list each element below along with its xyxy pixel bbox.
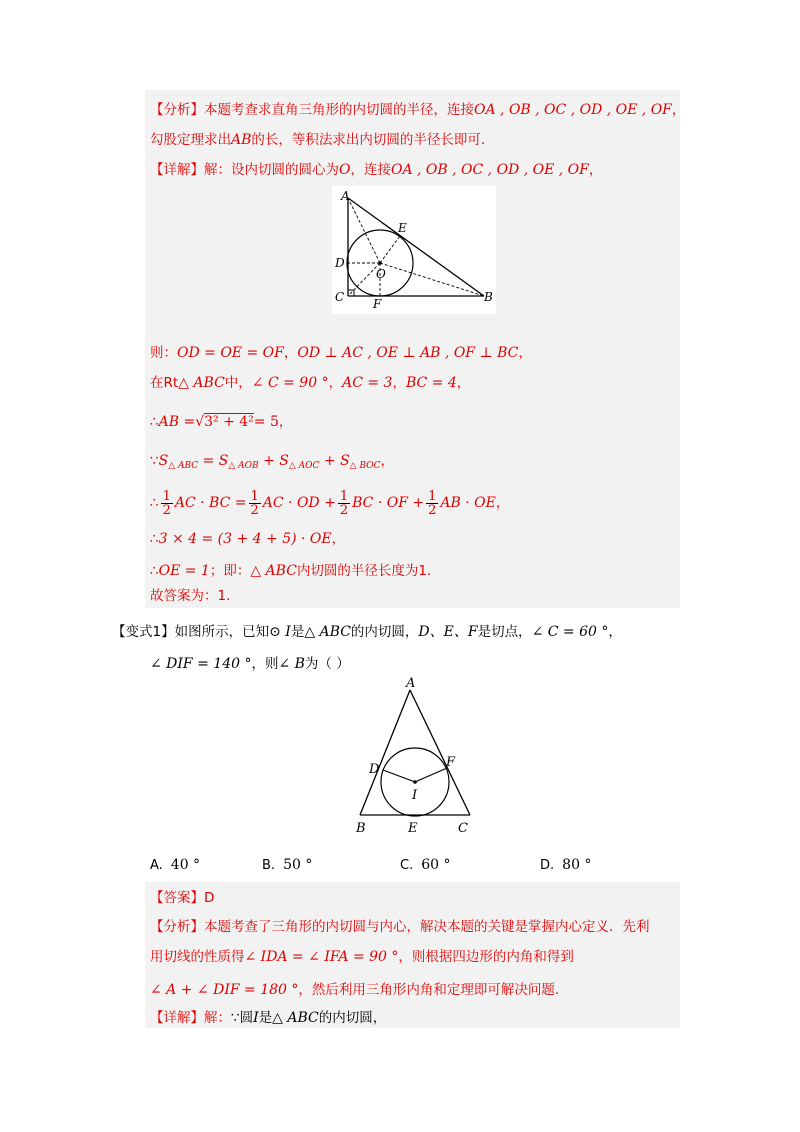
fig2-label-f: F: [446, 755, 456, 770]
fig2-label-e: E: [408, 821, 418, 836]
then-line: 则：OD = OE = OF，OD ⊥ AC , OE ⊥ AB , OF ⊥ BC，: [150, 345, 532, 361]
sqrt-symbol: √: [195, 414, 205, 430]
analysis2-line-3: ∠ A + ∠ DIF = 180 °，然后利用三角形内角和定理即可解决问题.: [150, 982, 560, 998]
answer-line-1: 故答案为：1.: [150, 588, 231, 604]
ab-line: ∴AB =√3² + 4²= 5，: [150, 414, 293, 430]
answer-line-2: [150, 888, 214, 908]
option-a[interactable]: A. 40 °: [150, 857, 201, 873]
option-d[interactable]: D. 80 °: [540, 857, 592, 873]
fraction-half: $\frac{1}{2}$: [339, 488, 349, 518]
detail-tag: 【详解】: [150, 162, 204, 178]
fig1-label-o: O: [376, 267, 386, 281]
rt-line: 在Rt△ ABC中，∠ C = 90 °，AC = 3，BC = 4，: [150, 375, 471, 391]
answer-tag: 【答案】: [150, 890, 204, 906]
option-c[interactable]: C. 60 °: [400, 857, 451, 873]
fig2-label-c: C: [458, 821, 468, 836]
option-b[interactable]: B. 50 °: [262, 857, 313, 873]
product-line: ∴3 × 4 = (3 + 4 + 5) · OE，: [150, 531, 346, 547]
analysis2-line-2: 用切线的性质得∠ IDA = ∠ IFA = 90 °，则根据四边形的内角和得到: [150, 949, 574, 965]
variant-line-1: 【变式1】如图所示，已知⊙ I是△ ABC的内切圆，D、E、F是切点，∠ C = 60 °，: [112, 624, 622, 640]
analysis-tag-2: 【分析】: [150, 919, 204, 935]
detail-tag-2: 【详解】: [150, 1010, 204, 1026]
area-sum-line: $\because S_{\triangle ABC} = S_{\triangle AOB} + S_{\triangle AOC} + S_{\triangle BOC}$，: [150, 453, 394, 471]
fraction-half: $\frac{1}{2}$: [162, 488, 171, 518]
variant-tag: 【变式1】: [112, 624, 175, 640]
detail2-line-1: 【详解】解：∵圆I是△ ABC的内切圆，: [150, 1010, 387, 1026]
analysis-tag: 【分析】: [150, 102, 204, 118]
detail-line-1: 【详解】解：设内切圆的圆心为O，连接OA , OB , OC , OD , OE , OF，: [150, 162, 603, 178]
fig1-label-c: C: [335, 290, 345, 304]
fig1-label-b: B: [484, 290, 493, 304]
fig2-label-b: B: [356, 821, 366, 836]
figure-right-triangle-incircle: [332, 186, 496, 314]
figure-triangle-incircle-i: [350, 672, 480, 838]
analysis-line-1: 【分析】本题考查求直角三角形的内切圆的半径，连接OA , OB , OC , OD , OE , OF，: [150, 102, 686, 118]
variant-line-2: ∠ DIF = 140 °，则∠ B为（ ）: [150, 656, 350, 672]
analysis2-line-1: 【分析】本题考查了三角形的内切圆与内心，解决本题的关键是掌握内心定义．先利: [150, 919, 650, 935]
fig1-label-f: F: [373, 297, 382, 311]
analysis-line-2: 勾股定理求出AB的长，等积法求出内切圆的半径长即可.: [150, 132, 486, 148]
answer-value: D: [204, 890, 215, 906]
fig2-label-a: A: [406, 676, 416, 691]
fig1-label-a: A: [341, 189, 350, 203]
oe-result-line: ∴OE = 1；即：△ ABC内切圆的半径长度为1.: [150, 563, 432, 579]
fig1-label-e: E: [398, 221, 407, 235]
fraction-half: $\frac{1}{2}$: [428, 488, 437, 518]
fig2-label-d: D: [369, 762, 380, 777]
fig1-label-d: D: [335, 256, 345, 270]
fraction-half: $\frac{1}{2}$: [250, 488, 259, 518]
fig2-label-i: I: [412, 788, 418, 803]
area-fraction-line: ∴ $\frac{1}{2}$ AC · BC = $\frac{1}{2}$ AC · OD + $\frac{1}{2}$ BC · OF + $\frac{1}{2}$ AB · OE，: [150, 488, 510, 518]
